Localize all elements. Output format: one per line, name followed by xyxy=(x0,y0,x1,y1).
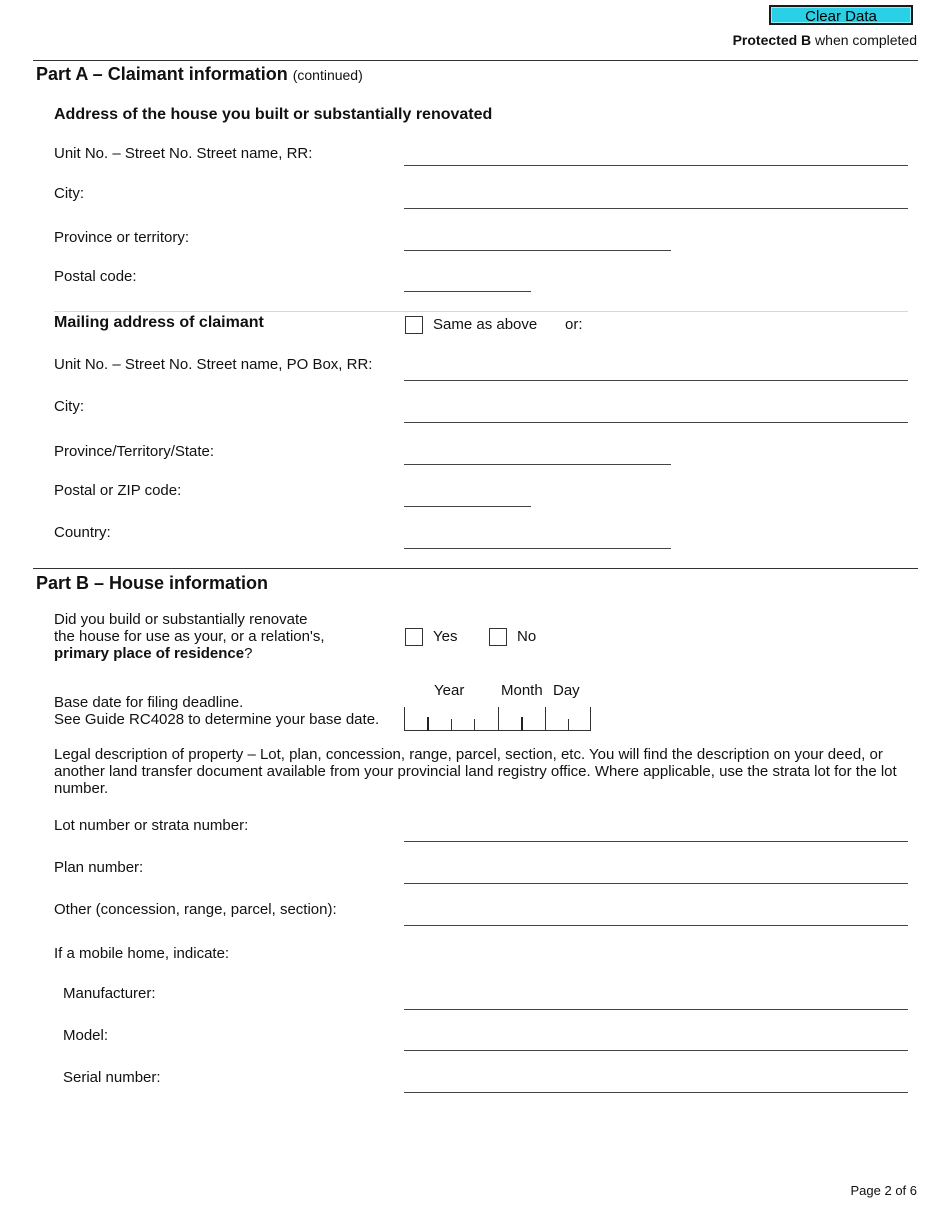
part-a-title-suffix: (continued) xyxy=(292,67,363,83)
other-description-label: Other (concession, range, parcel, section): xyxy=(54,901,337,918)
protected-suffix: when completed xyxy=(811,32,917,48)
mailing-street-input[interactable] xyxy=(404,360,908,381)
legal-description-text: Legal description of property – Lot, plan, concession, range, parcel, section, etc. You will find the description on your deed, or another land transfer document available from your provincial land registry office. Where applicable, use the strata lot for the lot number. xyxy=(54,746,897,797)
mailing-province-input[interactable] xyxy=(404,444,671,465)
house-city-input[interactable] xyxy=(404,188,908,209)
house-street-input[interactable] xyxy=(404,145,908,166)
serial-number-label: Serial number: xyxy=(63,1069,161,1086)
mailing-address-heading: Mailing address of claimant xyxy=(54,314,264,331)
house-province-label: Province or territory: xyxy=(54,229,190,246)
date-digit-divider xyxy=(451,719,452,731)
house-province-input[interactable] xyxy=(404,230,671,251)
residence-no-label: No xyxy=(517,628,537,645)
mailing-postal-input[interactable] xyxy=(404,486,531,507)
manufacturer-label: Manufacturer: xyxy=(63,985,156,1002)
protected-level: Protected B xyxy=(732,32,812,48)
residence-yes-checkbox[interactable] xyxy=(405,628,423,646)
residence-question xyxy=(54,611,325,662)
model-input[interactable] xyxy=(404,1030,908,1051)
date-year-label: Year xyxy=(434,682,465,699)
divider xyxy=(33,568,918,569)
date-month-label: Month xyxy=(501,682,543,699)
residence-question-bold: primary place of residence xyxy=(54,645,245,662)
residence-yes-label: Yes xyxy=(433,628,458,645)
residence-no-checkbox[interactable] xyxy=(489,628,507,646)
country-input[interactable] xyxy=(404,528,671,549)
clear-data-button[interactable]: Clear Data xyxy=(769,5,913,25)
plan-number-input[interactable] xyxy=(404,863,908,884)
date-segment-divider xyxy=(498,707,499,731)
house-postal-label: Postal code: xyxy=(54,268,137,285)
mailing-street-label: Unit No. – Street No. Street name, PO Box, RR: xyxy=(54,356,373,373)
divider xyxy=(33,60,918,61)
house-street-label: Unit No. – Street No. Street name, RR: xyxy=(54,145,313,162)
house-address-heading: Address of the house you built or substantially renovated xyxy=(54,106,493,123)
date-digit-divider xyxy=(521,717,523,731)
residence-question-line1: Did you build or substantially renovate xyxy=(54,611,308,628)
base-date-input[interactable] xyxy=(404,707,591,731)
same-as-above-checkbox[interactable] xyxy=(405,316,423,334)
part-a-title xyxy=(36,64,363,85)
mobile-home-label: If a mobile home, indicate: xyxy=(54,945,230,962)
other-description-input[interactable] xyxy=(404,905,908,926)
manufacturer-input[interactable] xyxy=(404,989,908,1010)
part-a-title-text: Part A – Claimant information xyxy=(36,64,288,84)
lot-number-label: Lot number or strata number: xyxy=(54,817,249,834)
date-digit-divider xyxy=(427,717,429,731)
base-date-label xyxy=(54,694,379,728)
residence-question-end: ? xyxy=(244,645,253,662)
date-frame xyxy=(404,707,405,731)
mailing-city-input[interactable] xyxy=(404,402,908,423)
protected-notice xyxy=(733,32,917,48)
house-city-label: City: xyxy=(54,185,84,202)
house-postal-input[interactable] xyxy=(404,271,531,292)
mailing-postal-label: Postal or ZIP code: xyxy=(54,482,182,499)
mailing-city-label: City: xyxy=(54,398,84,415)
date-frame xyxy=(590,707,591,731)
or-label: or: xyxy=(565,316,583,333)
plan-number-label: Plan number: xyxy=(54,859,144,876)
date-digit-divider xyxy=(568,719,569,731)
model-label: Model: xyxy=(63,1027,109,1044)
part-b-title: Part B – House information xyxy=(36,573,269,593)
date-digit-divider xyxy=(474,719,475,731)
base-date-line1: Base date for filing deadline. xyxy=(54,694,244,711)
residence-question-line3 xyxy=(54,645,325,662)
country-label: Country: xyxy=(54,524,111,541)
mailing-province-label: Province/Territory/State: xyxy=(54,443,215,460)
date-segment-divider xyxy=(545,707,546,731)
page-number: Page 2 of 6 xyxy=(850,1183,917,1198)
residence-question-line2: the house for use as your, or a relation's, xyxy=(54,628,325,645)
same-as-above-label: Same as above xyxy=(433,316,538,333)
serial-number-input[interactable] xyxy=(404,1072,908,1093)
section-divider xyxy=(54,311,908,312)
base-date-line2: See Guide RC4028 to determine your base date. xyxy=(54,711,380,728)
lot-number-input[interactable] xyxy=(404,821,908,842)
date-day-label: Day xyxy=(553,682,580,699)
